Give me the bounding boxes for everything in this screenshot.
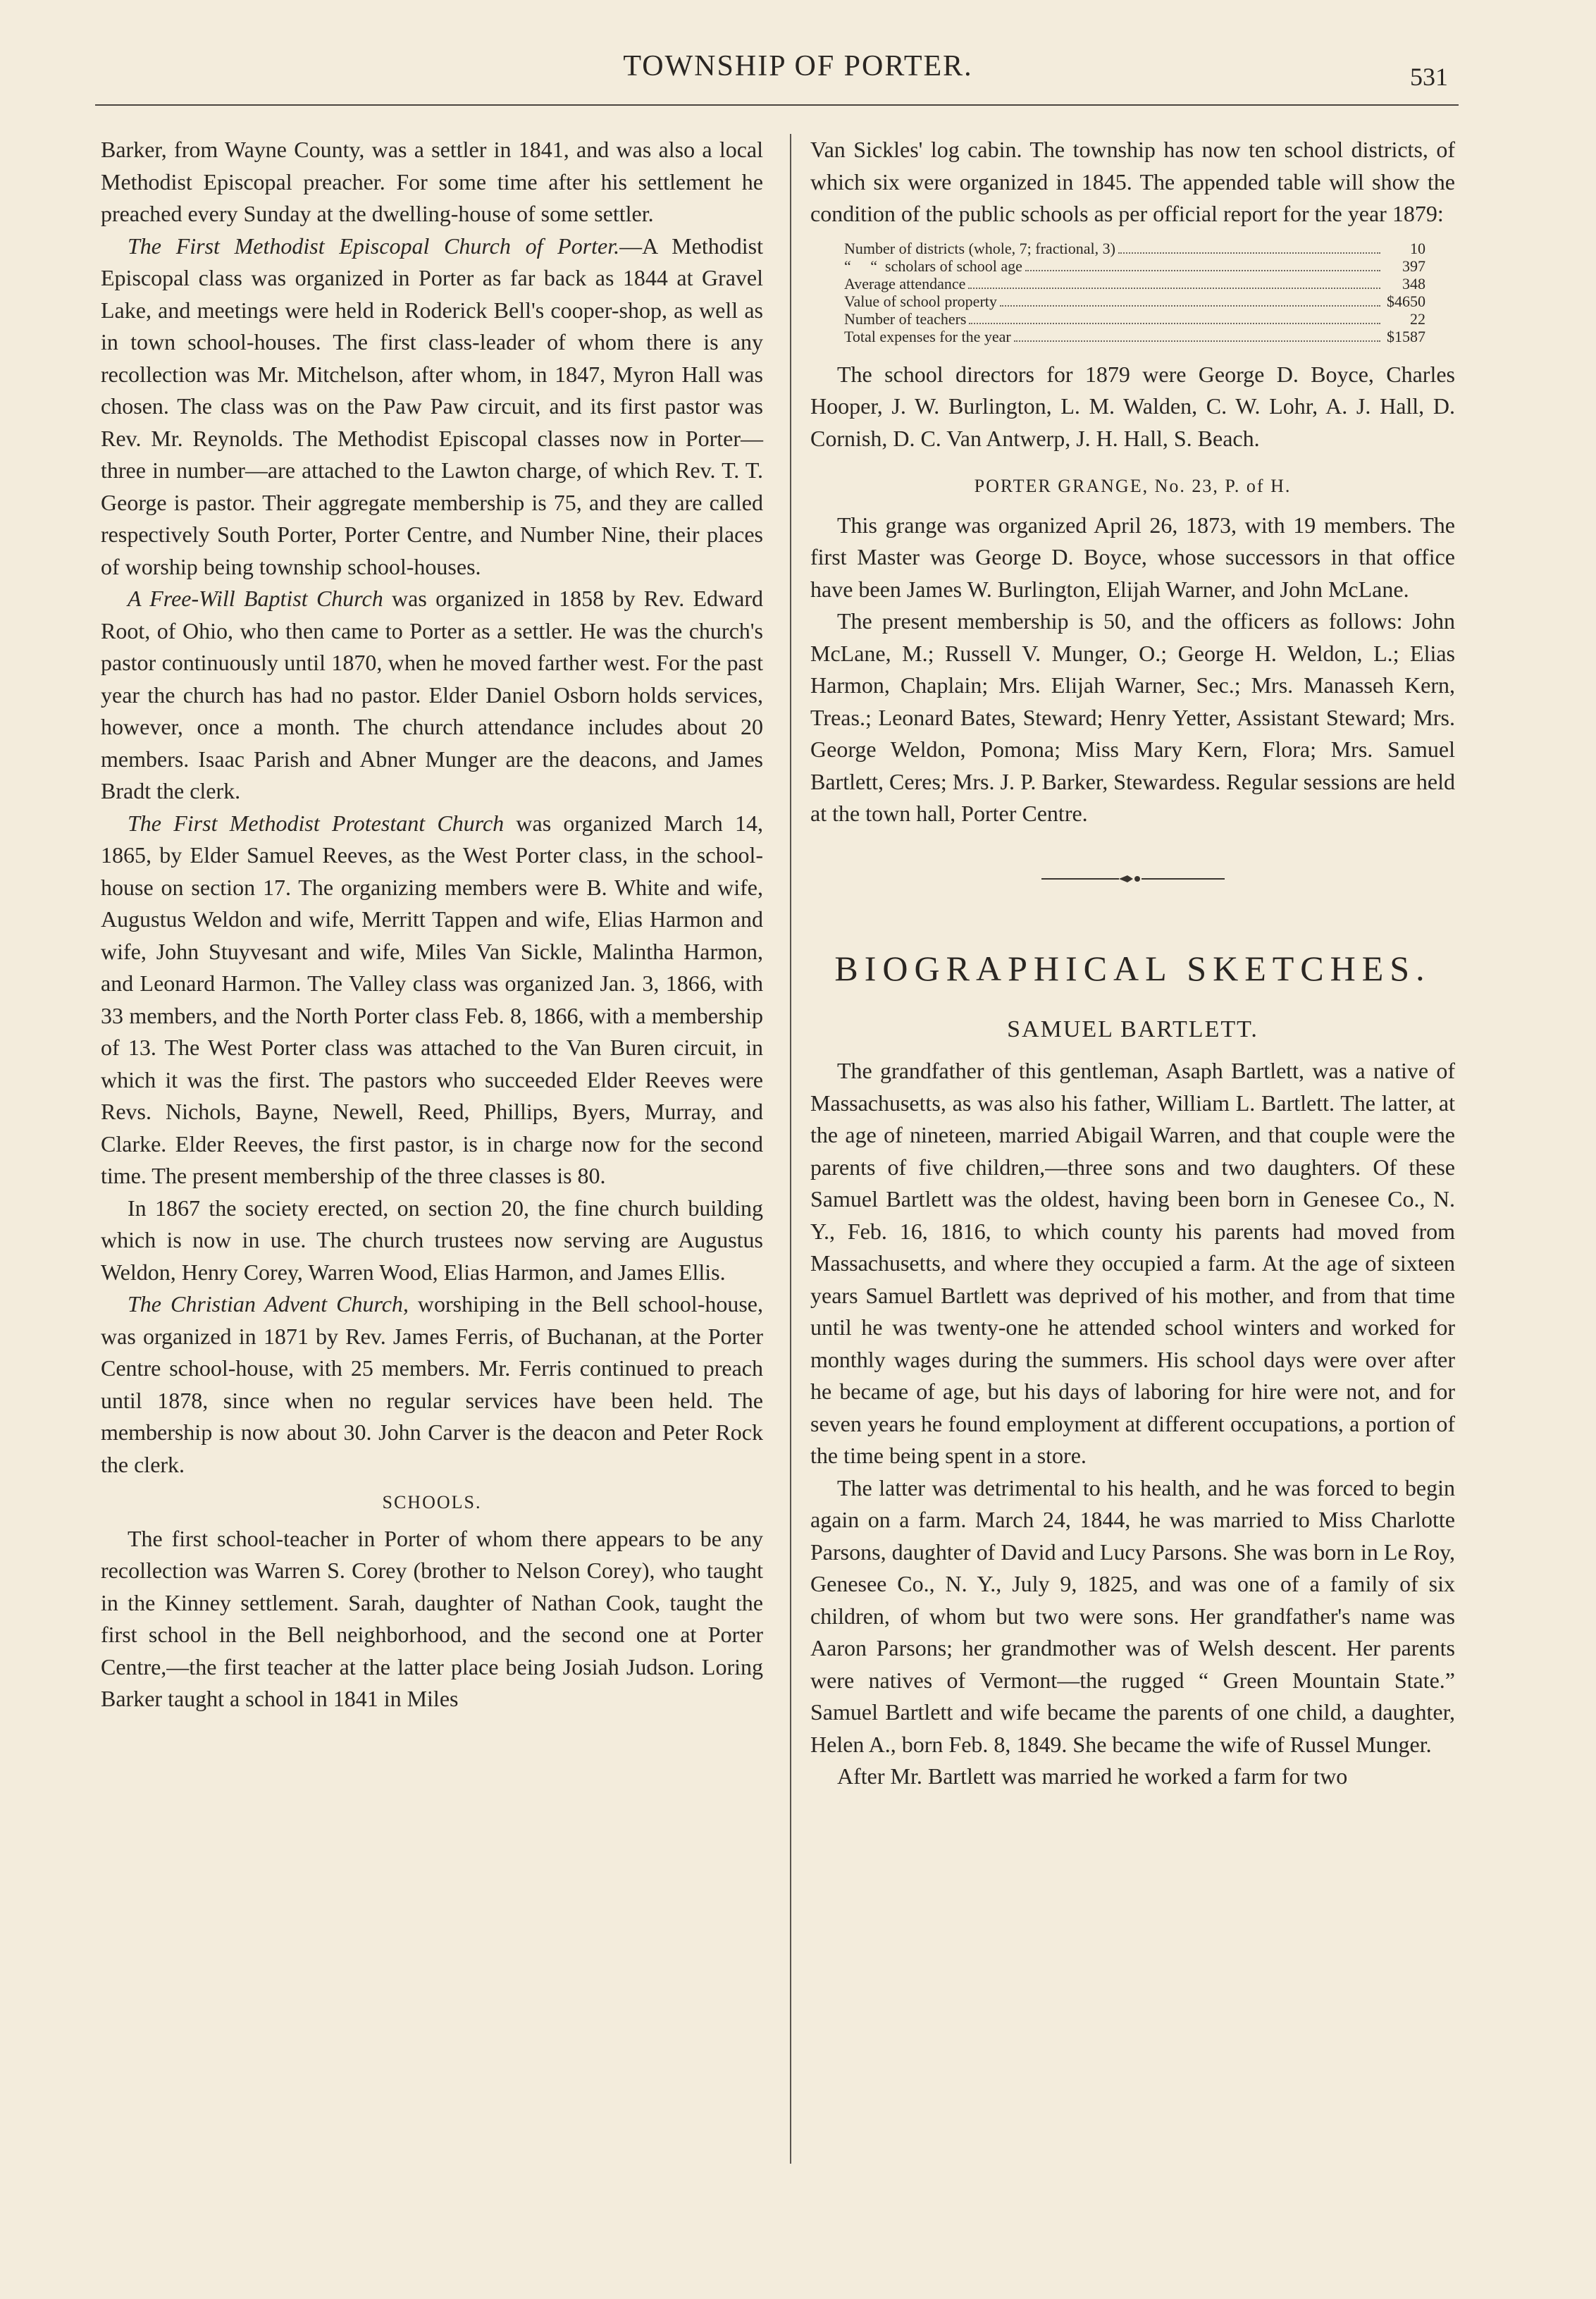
paragraph xyxy=(101,808,763,1192)
table-row xyxy=(844,276,1425,293)
grange-heading: PORTER GRANGE, No. 23, P. of H. xyxy=(974,476,1292,496)
church-title: The First Methodist Episcopal Church of Porter. xyxy=(128,233,620,259)
paragraph-text: worshiping in the Bell school-house, was organized in 1871 by Rev. James Ferris, of Buchanan, at the Porter Centre school-house, with 25 members. Mr. Ferris continued to preach until 1878, since when no regular services have been held. The membership is now about 30. John Carver is the deacon and Peter Rock the clerk. xyxy=(101,1291,764,1477)
paragraph: In 1867 the society erected, on section 20, the fine church building which is now in use. The church trustees now serving are Augustus Weldon, Henry Corey, Warren Wood, Elias Harmon, and James Ellis. xyxy=(101,1195,763,1285)
paragraph xyxy=(101,1288,763,1481)
paragraph: The grandfather of this gentleman, Asaph Bartlett, was a native of Massachusetts, as was also his father, William L. Bartlett. The latter, at the age of nineteen, married Abigail Warren, and that couple were the parents of five children,—three sons and two daughters. Of these Samuel Bartlett was the oldest, having been born in Genesee Co., N. Y., Feb. 16, 1816, to which county his parents had moved from Massachusetts, and where they occupied a farm. At the age of sixteen years Samuel Bartlett was deprived of his mother, and from that time until he was twenty-one he attended school winters and worked for monthly wages during the summers. His school days were over after he became of age, but his days of laboring for hire were not, and for seven years he found employment at different occupations, a portion of the time being spent in a store. xyxy=(810,1058,1455,1468)
page-number: 531 xyxy=(1410,63,1448,91)
schools-heading: SCHOOLS. xyxy=(382,1492,482,1512)
church-title: A Free-Will Baptist Church xyxy=(128,586,383,611)
stat-label: “ “ scholars of school age xyxy=(844,257,1022,275)
stat-value: 22 xyxy=(1410,309,1425,328)
table-row xyxy=(844,258,1425,276)
paragraph-text: —A Methodist Episcopal class was organized in Porter as far back as 1844 at Gravel Lake, and meetings were held in Roderick Bell's cooper-shop, as well as in town school-houses. The first class-leader of whom there is any recollection was Mr. Mitchelson, after whom, in 1847, Myron Hall was chosen. The class was on the Paw Paw circuit, and its first pastor was Rev. Mr. Reynolds. The Methodist Episcopal classes now in Porter—three in number—are attached to the Lawton charge, of which Rev. T. T. George is pastor. Their aggregate membership is 75, and they are called respectively South Porter, Porter Centre, and Number Nine, their places of worship being township school-houses. xyxy=(101,233,764,579)
paragraph: Van Sickles' log cabin. The township has now ten school districts, of which six were organized in 1845. The appended table will show the condition of the public schools as per official report for the year 1879: xyxy=(810,137,1455,226)
paragraph-text: was organized March 14, 1865, by Elder Samuel Reeves, as the West Porter class, in the school-house on section 17. The organizing members were B. White and wife, Augustus Weldon and wife, Merritt Tappen and wife, Elias Harmon and wife, John Stuyvesant and wife, Miles Van Sickle, Malintha Harmon, and Leonard Harmon. The Valley class was organized Jan. 3, 1866, with 33 members, and the North Porter class Feb. 8, 1866, with a membership of 13. The West Porter class was attached to the Van Buren circuit, in which it was the first. The pastors who succeeded Elder Reeves were Revs. Nichols, Bayne, Newell, Reed, Phillips, Byers, Murray, and Clarke. Elder Reeves, the first pastor, is in charge now for the second time. The present membership of the three classes is 80. xyxy=(101,810,763,1188)
stat-value: 348 xyxy=(1402,274,1425,292)
stat-value: $1587 xyxy=(1387,327,1425,345)
paragraph: The present membership is 50, and the officers as follows: John McLane, M.; Russell V. Munger, O.; George H. Weldon, L.; Elias Harmon, Chaplain; Mrs. Elijah Warner, Sec.; Mrs. Manasseh Kern, Treas.; Leonard Bates, Steward; Henry Yetter, Assistant Steward; Mrs. George Weldon, Pomona; Miss Mary Kern, Flora; Mrs. Samuel Bartlett, Ceres; Mrs. J. P. Barker, Stewardess. Regular sessions are held at the town hall, Porter Centre. xyxy=(810,608,1455,826)
page-title: TOWNSHIP OF PORTER. xyxy=(623,50,973,82)
leader-dots xyxy=(1000,305,1380,307)
paragraph: Barker, from Wayne County, was a settler in 1841, and was also a local Methodist Episcopal preacher. For some time after his settlement he preached every Sunday at the dwelling-house of some settler. xyxy=(101,137,763,226)
leader-dots xyxy=(1118,252,1380,254)
paragraph xyxy=(101,583,763,808)
stat-value: 397 xyxy=(1402,257,1425,275)
leader-dots xyxy=(1025,270,1380,271)
paragraph: The first school-teacher in Porter of whom there appears to be any recollection was Warren S. Corey (brother to Nelson Corey), who taught in the Kinney settlement. Sarah, daughter of Nathan Cook, taught the first school in the Bell neighborhood, and the second one at Porter Centre,—the first teacher at the latter place being Josiah Judson. Loring Barker taught a school in 1841 in Miles xyxy=(101,1525,763,1711)
biography-name: SAMUEL BARTLETT. xyxy=(1007,1016,1258,1042)
paragraph xyxy=(101,230,763,584)
stat-value: 10 xyxy=(1410,239,1425,257)
stat-label: Number of teachers xyxy=(844,309,967,328)
church-title: The Christian Advent Church, xyxy=(128,1291,409,1317)
school-statistics-table xyxy=(844,240,1425,346)
table-row xyxy=(844,293,1425,311)
paragraph: The latter was detrimental to his health, and he was forced to begin again on a farm. March 24, 1844, he was married to Miss Charlotte Parsons, daughter of David and Lucy Parsons. She was born in Le Roy, Genesee Co., N. Y., July 9, 1825, and was one of a family of six children, of whom but two were sons. Her grandfather's name was Aaron Parsons; her grandmother was of Welsh descent. Her parents were natives of Vermont—the rugged “ Green Mountain State.” Samuel Bartlett and wife became the parents of one child, a daughter, Helen A., born Feb. 8, 1849. She became the wife of Russel Munger. xyxy=(810,1474,1455,1757)
stat-label: Total expenses for the year xyxy=(844,327,1011,345)
stat-label: Average attendance xyxy=(844,274,966,292)
right-column xyxy=(810,134,1455,1793)
stat-label: Value of school property xyxy=(844,292,997,310)
header-rule xyxy=(95,104,1459,106)
paragraph: This grange was organized April 26, 1873, with 19 members. The first Master was George D. Boyce, whose successors in that office have been James W. Burlington, Elijah Warner, and John McLane. xyxy=(810,512,1455,602)
church-title: The First Methodist Protestant Church xyxy=(128,810,505,836)
paragraph: After Mr. Bartlett was married he worked a farm for two xyxy=(837,1763,1348,1789)
stat-value: $4650 xyxy=(1387,292,1425,310)
ornament-rule-icon xyxy=(1041,872,1225,886)
leader-dots xyxy=(968,288,1380,289)
paragraph: The school directors for 1879 were George D. Boyce, Charles Hooper, J. W. Burlington, L. M. Walden, C. W. Lohr, A. J. Hall, D. Cornish, D. C. Van Antwerp, J. H. Hall, S. Beach. xyxy=(810,361,1455,451)
stat-label: Number of districts (whole, 7; fractional, 3) xyxy=(844,239,1115,257)
paragraph-text: was organized in 1858 by Rev. Edward Root, of Ohio, who then came to Porter as a settler. He was the church's pastor continuously until 1870, when he moved farther west. For the past year the church has had no pastor. Elder Daniel Osborn holds services, however, once a month. The church attendance includes about 20 members. Isaac Parish and Abner Munger are the deacons, and James Bradt the clerk. xyxy=(101,586,764,803)
left-column xyxy=(101,134,763,1715)
column-divider xyxy=(790,134,791,2164)
ornament-divider xyxy=(810,847,1455,911)
leader-dots xyxy=(969,323,1380,324)
running-header xyxy=(0,49,1596,99)
table-row xyxy=(844,311,1425,328)
table-row xyxy=(844,240,1425,258)
table-row xyxy=(844,328,1425,346)
section-title: BIOGRAPHICAL SKETCHES. xyxy=(834,948,1431,988)
leader-dots xyxy=(1014,340,1380,342)
